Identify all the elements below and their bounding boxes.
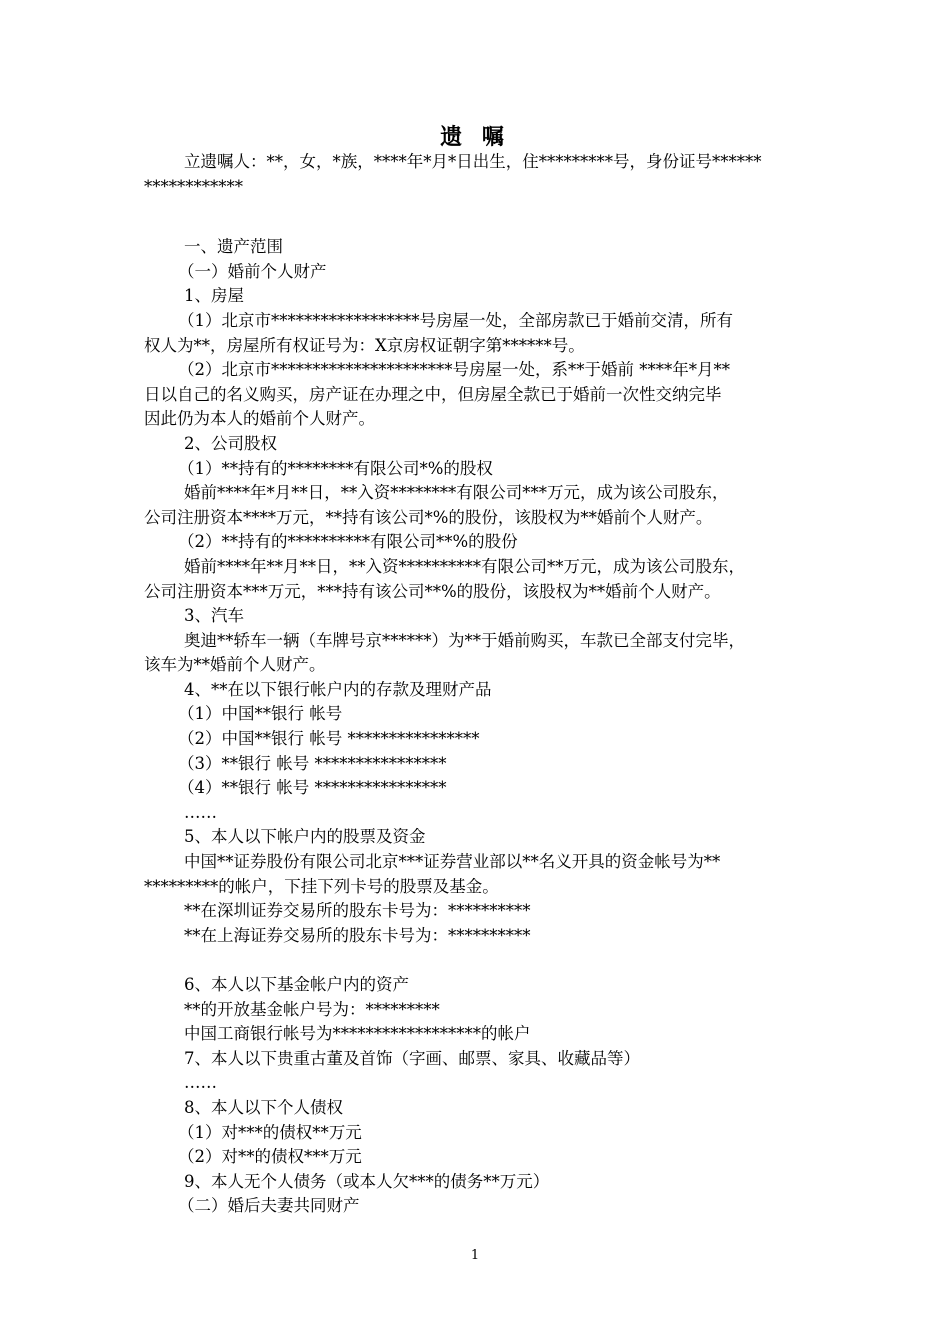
bank-account-line: （1）中国**银行 帐号: [178, 704, 343, 724]
document-body: [144, 150, 807, 1219]
item-heading: 8、本人以下个人债权: [184, 1097, 343, 1117]
paragraph-line: 权人为**，房屋所有权证号为：X京房权证朝字第******号。: [144, 335, 585, 355]
subsection-heading: （二）婚后夫妻共同财产: [178, 1196, 360, 1216]
item-heading: 1、房屋: [184, 286, 244, 306]
item-heading: 5、本人以下帐户内的股票及资金: [184, 827, 426, 847]
page-number: 1: [470, 1248, 480, 1263]
document-title: 遗 嘱: [440, 124, 510, 150]
bank-account-line: （2）中国**银行 帐号 ****************: [178, 729, 480, 749]
item-heading: 7、本人以下贵重古董及首饰（字画、邮票、家具、收藏品等）: [184, 1048, 640, 1068]
bank-account-line: （4）**银行 帐号 ****************: [178, 778, 447, 798]
paragraph-line: （1）对***的债权**万元: [178, 1122, 362, 1142]
blank-line: [144, 199, 807, 235]
item-heading: 2、公司股权: [184, 433, 277, 453]
bank-account-line: （3）**银行 帐号 ****************: [178, 753, 447, 773]
paragraph-line: 公司注册资本****万元，**持有该公司*%的股份，该股权为**婚前个人财产。: [144, 507, 713, 527]
paragraph-line: 中国**证券股份有限公司北京***证券营业部以**名义开具的资金帐号为**: [184, 852, 721, 872]
paragraph-line: **在深圳证券交易所的股东卡号为：**********: [184, 901, 531, 921]
paragraph-line: 中国工商银行帐号为******************的帐户: [184, 1024, 531, 1044]
blank-line: [144, 948, 807, 973]
paragraph-line: 该车为**婚前个人财产。: [144, 655, 326, 675]
paragraph-line: 奥迪**轿车一辆（车牌号京******）为**于婚前购买，车款已全部支付完毕，: [184, 630, 745, 650]
item-heading: 6、本人以下基金帐户内的资产: [184, 975, 409, 994]
paragraph-line: 婚前****年**月**日，**入资**********有限公司**万元，成为该公司股东，: [184, 556, 745, 576]
section-heading: 一、遗产范围: [184, 237, 283, 257]
paragraph-line: （1）北京市******************号房屋一处，全部房款已于婚前交清，所有: [178, 310, 733, 330]
testator-intro-continued: ************: [144, 176, 243, 196]
ellipsis-line: ……: [184, 1073, 217, 1093]
item-heading: 9、本人无个人债务（或本人欠***的债务**万元）: [184, 1171, 550, 1191]
paragraph-line: 公司注册资本***万元，***持有该公司**%的股份，该股权为**婚前个人财产。: [144, 581, 721, 601]
subsection-heading: （一）婚前个人财产: [178, 261, 327, 281]
paragraph-line: （2）北京市**********************号房屋一处，系**于婚前 ****年*月**: [178, 360, 730, 380]
item-heading: 3、汽车: [184, 606, 244, 626]
paragraph-line: 因此仍为本人的婚前个人财产。: [144, 409, 375, 429]
subitem-heading: （2）**持有的**********有限公司**%的股份: [178, 532, 518, 552]
item-heading: 4、**在以下银行帐户内的存款及理财产品: [184, 679, 492, 699]
ellipsis-line: ……: [184, 802, 217, 822]
paragraph-line: **的开放基金帐户号为：*********: [184, 999, 440, 1019]
paragraph-line: （2）对**的债权***万元: [178, 1147, 362, 1167]
testator-intro: 立遗嘱人：**，女，*族，****年*月*日出生，住*********号，身份证号******: [184, 152, 762, 171]
subitem-heading: （1）**持有的********有限公司*%的股权: [178, 458, 493, 478]
paragraph-line: *********的帐户，下挂下列卡号的股票及基金。: [144, 876, 499, 896]
paragraph-line: 日以自己的名义购买，房产证在办理之中，但房屋全款已于婚前一次性交纳完毕: [144, 384, 722, 404]
paragraph-line: 婚前****年*月**日，**入资********有限公司***万元，成为该公司股东，: [184, 483, 729, 503]
paragraph-line: **在上海证券交易所的股东卡号为：**********: [184, 925, 531, 945]
